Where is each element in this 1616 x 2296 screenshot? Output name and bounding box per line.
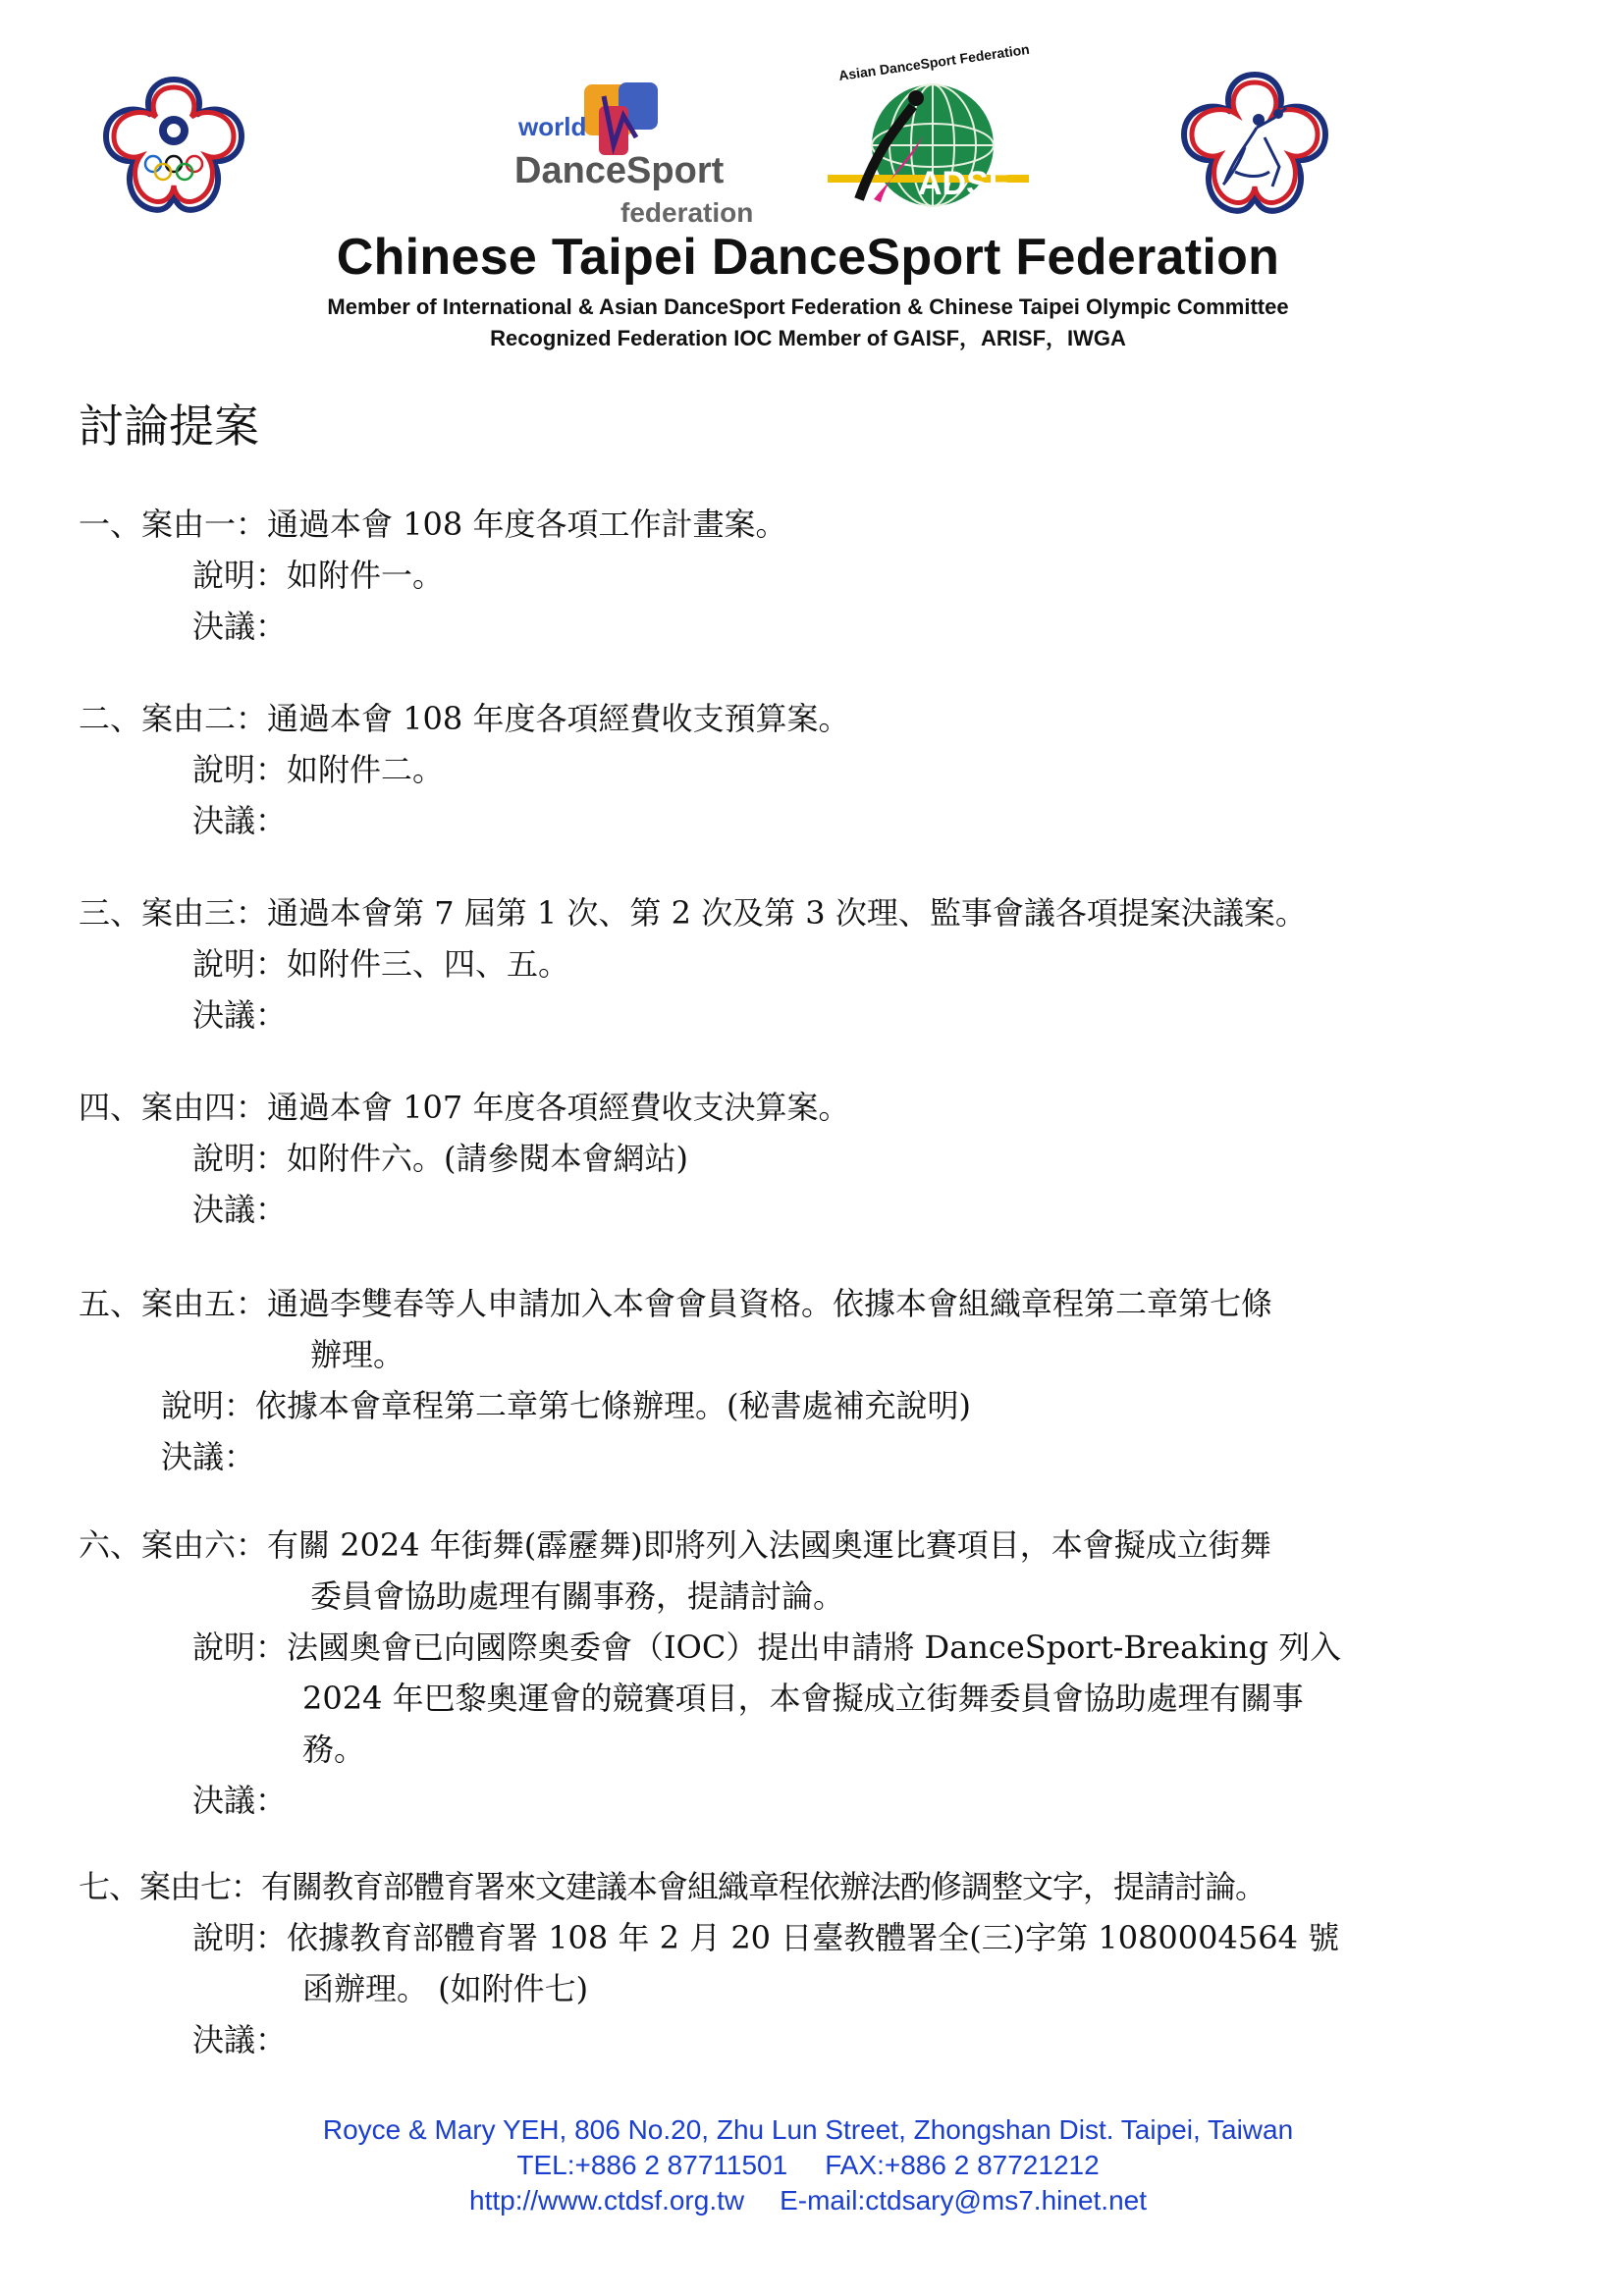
resolution-label: 決議： xyxy=(192,996,288,1034)
resolution-label: 決議： xyxy=(161,1438,256,1475)
explain-text: 如附件一。 xyxy=(287,557,445,594)
explain-label: 說明： xyxy=(161,1387,256,1424)
proposal-item-3 xyxy=(79,887,1307,1041)
adsf-ring-text: Asian DanceSport Federation xyxy=(837,40,1031,83)
proposal-item-2 xyxy=(79,693,849,846)
resolution-label: 決議： xyxy=(192,802,288,839)
proposal-label: 六、案由六： xyxy=(79,1526,268,1564)
explain-label: 說明： xyxy=(192,557,288,594)
proposal-text: 通過李雙春等人申請加入本會會員資格。依據本會組織章程第二章第七條 xyxy=(267,1285,1273,1322)
explain-text: 法國奧會已向國際奧委會（IOC）提出申請將 DanceSport-Breaking 列入 xyxy=(287,1629,1342,1666)
proposal-label: 七、案由七： xyxy=(79,1868,262,1905)
explain-label: 說明： xyxy=(192,751,288,788)
wdsf-logo xyxy=(511,77,754,229)
ctdsf-plum-logo xyxy=(1176,69,1333,226)
adsf-logo xyxy=(820,40,1036,214)
wdsf-logo-line3: federation xyxy=(620,197,754,228)
explain-text-cont: 函辦理。 (如附件七) xyxy=(302,1970,589,2007)
footer-email-link[interactable]: E-mail:ctdsary@ms7.hinet.net xyxy=(780,2185,1147,2216)
proposal-text-cont: 辦理。 xyxy=(310,1336,405,1373)
proposal-label: 一、案由一： xyxy=(79,506,268,543)
resolution-label: 決議： xyxy=(192,608,288,645)
proposal-item-4 xyxy=(79,1082,849,1235)
section-title: 討論提案 xyxy=(79,400,259,453)
footer-fax: FAX:+886 2 87721212 xyxy=(825,2150,1100,2180)
footer-web-email xyxy=(0,2183,1616,2218)
resolution-label: 決議： xyxy=(192,1782,288,1819)
proposal-label: 三、案由三： xyxy=(79,894,268,932)
proposal-text: 通過本會 108 年度各項工作計畫案。 xyxy=(267,506,787,543)
resolution-label: 決議： xyxy=(192,1191,288,1228)
footer-website-link[interactable]: http://www.ctdsf.org.tw xyxy=(469,2185,745,2216)
proposal-text-cont: 委員會協助處理有關事務，提請討論。 xyxy=(310,1577,845,1615)
explain-label: 說明： xyxy=(192,1629,288,1666)
proposal-item-5 xyxy=(79,1278,1272,1482)
resolution-label: 決議： xyxy=(192,2021,288,2058)
footer-phone-fax xyxy=(0,2148,1616,2183)
explain-text: 如附件六。(請參閱本會網站) xyxy=(287,1140,688,1177)
explain-text: 如附件二。 xyxy=(287,751,445,788)
adsf-logo-abbr: ADSF xyxy=(918,165,1009,202)
wdsf-logo-line2: DanceSport xyxy=(514,150,725,191)
explain-text: 如附件三、四、五。 xyxy=(287,945,570,983)
explain-label: 說明： xyxy=(192,1919,288,1956)
organization-subtitle-2: Recognized Federation IOC Member of GAISF，ARISF，IWGA xyxy=(490,326,1126,350)
proposal-text: 通過本會 108 年度各項經費收支預算案。 xyxy=(267,700,850,737)
proposal-text: 通過本會 107 年度各項經費收支決算案。 xyxy=(267,1089,850,1126)
proposal-text: 有關教育部體育署來文建議本會組織章程依辦法酌修調整文字，提請討論。 xyxy=(261,1868,1266,1905)
proposal-label: 四、案由四： xyxy=(79,1089,268,1126)
footer-address: Royce & Mary YEH, 806 No.20, Zhu Lun Street, Zhongshan Dist. Taipei, Taiwan xyxy=(322,2114,1294,2145)
explain-text-cont: 務。 xyxy=(302,1731,366,1768)
proposal-label: 二、案由二： xyxy=(79,700,268,737)
proposal-text: 有關 2024 年街舞(霹靂舞)即將列入法國奧運比賽項目，本會擬成立街舞 xyxy=(267,1526,1271,1564)
wdsf-logo-line1: world xyxy=(518,112,587,141)
explain-label: 說明： xyxy=(192,945,288,983)
organization-subtitle-1: Member of International & Asian DanceSport Federation & Chinese Taipei Olympic Committee xyxy=(327,294,1289,319)
proposal-item-6 xyxy=(79,1520,1341,1826)
proposal-label: 五、案由五： xyxy=(79,1285,268,1322)
explain-text-cont: 2024 年巴黎奧運會的競賽項目，本會擬成立街舞委員會協助處理有關事 xyxy=(302,1680,1304,1717)
dancer-graphic-icon xyxy=(584,82,658,155)
explain-text: 依據本會章程第二章第七條辦理。(秘書處補充說明) xyxy=(255,1387,971,1424)
ctoc-olympic-logo xyxy=(98,74,250,221)
footer-tel: TEL:+886 2 87711501 xyxy=(516,2150,788,2180)
explain-label: 說明： xyxy=(192,1140,288,1177)
explain-text: 依據教育部體育署 108 年 2 月 20 日臺教體署全(三)字第 1080004564 號 xyxy=(287,1919,1340,1956)
proposal-item-1 xyxy=(79,499,786,652)
proposal-text: 通過本會第 7 屆第 1 次、第 2 次及第 3 次理、監事會議各項提案決議案。 xyxy=(267,894,1307,932)
proposal-item-7 xyxy=(79,1861,1339,2065)
organization-name: Chinese Taipei DanceSport Federation xyxy=(336,229,1280,286)
plum-blossom-icon xyxy=(1184,75,1325,211)
